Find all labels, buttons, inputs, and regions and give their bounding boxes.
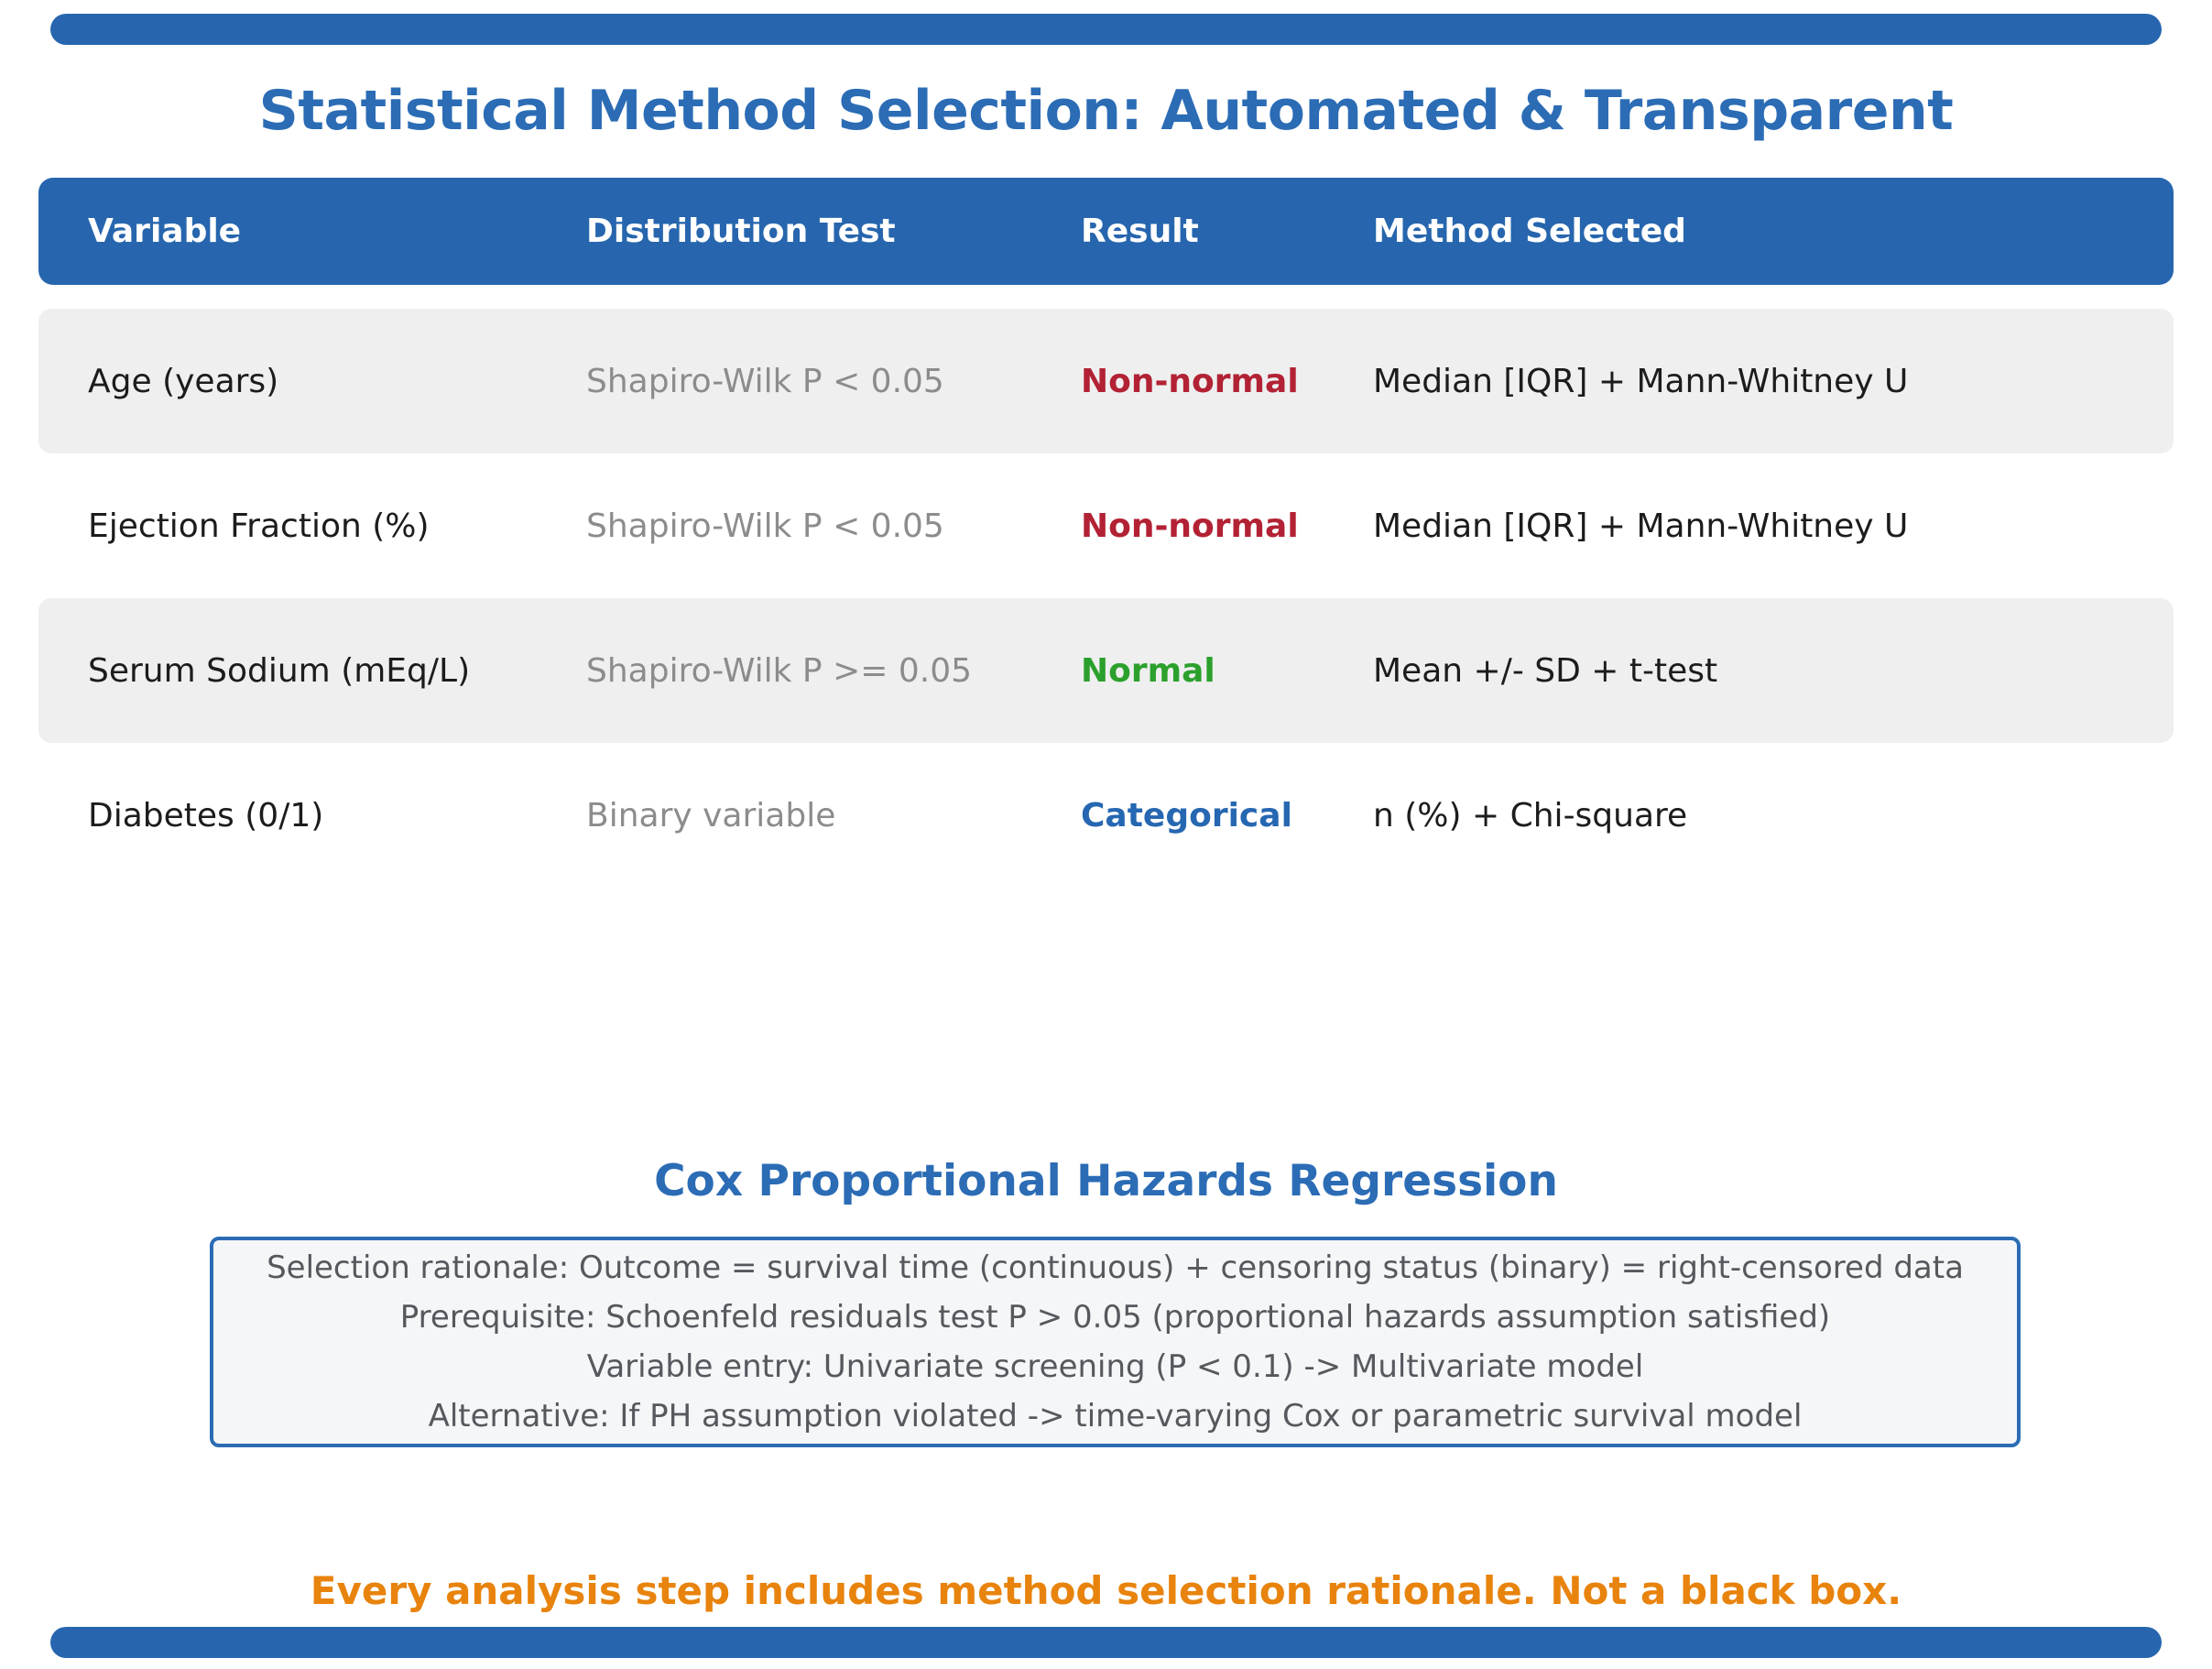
method-selected-cell: Median [IQR] + Mann-Whitney U [1373, 507, 1909, 545]
result-cell: Categorical [1081, 796, 1292, 834]
table-row [38, 598, 2174, 743]
result-cell: Non-normal [1081, 362, 1299, 400]
footer-statement: Every analysis step includes method selection rationale. Not a black box. [310, 1568, 1902, 1613]
result-cell: Non-normal [1081, 507, 1299, 545]
cox-rationale-line: Prerequisite: Schoenfeld residuals test P > 0.05 (proportional hazards assumption satisfied) [399, 1299, 1831, 1336]
column-header-result: Result [1081, 213, 1199, 250]
column-header-method-selected: Method Selected [1373, 213, 1686, 250]
distribution-test-cell: Binary variable [586, 796, 836, 834]
variable-cell: Serum Sodium (mEq/L) [88, 651, 471, 690]
method-selected-cell: n (%) + Chi-square [1373, 796, 1688, 834]
column-header-distribution-test: Distribution Test [586, 213, 896, 250]
cox-rationale-line: Variable entry: Univariate screening (P < 0.1) -> Multivariate model [586, 1348, 1644, 1385]
distribution-test-cell: Shapiro-Wilk P >= 0.05 [586, 651, 972, 690]
variable-cell: Ejection Fraction (%) [88, 507, 430, 545]
variable-cell: Diabetes (0/1) [88, 796, 324, 834]
table-row [38, 743, 2174, 888]
bottom-accent-bar [50, 1627, 2162, 1658]
result-cell: Normal [1081, 651, 1215, 690]
cox-section-title: Cox Proportional Hazards Regression [654, 1156, 1558, 1206]
table-row [38, 309, 2174, 453]
cox-rationale-line: Alternative: If PH assumption violated -> time-varying Cox or parametric survival model [428, 1398, 1803, 1434]
page-title: Statistical Method Selection: Automated & Transparent [258, 79, 1954, 143]
column-header-variable: Variable [88, 213, 242, 250]
table-row [38, 453, 2174, 598]
distribution-test-cell: Shapiro-Wilk P < 0.05 [586, 362, 944, 400]
method-selected-cell: Mean +/- SD + t-test [1373, 651, 1718, 690]
variable-cell: Age (years) [88, 362, 279, 400]
table-body [38, 309, 2174, 888]
top-accent-bar [50, 14, 2162, 45]
distribution-test-cell: Shapiro-Wilk P < 0.05 [586, 507, 944, 545]
method-selection-table [38, 178, 2174, 888]
table-header-row [38, 178, 2174, 285]
cox-rationale-line: Selection rationale: Outcome = survival time (continuous) + censoring status (binary) = right-censored data [267, 1249, 1964, 1286]
cox-rationale-box [210, 1237, 2021, 1447]
method-selected-cell: Median [IQR] + Mann-Whitney U [1373, 362, 1909, 400]
